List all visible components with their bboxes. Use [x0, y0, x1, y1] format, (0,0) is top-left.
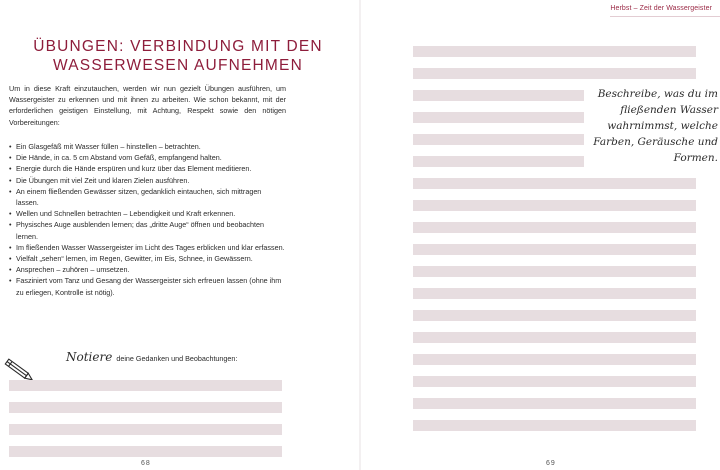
bullet-icon: •	[9, 142, 12, 151]
writing-line[interactable]	[413, 398, 696, 409]
writing-line[interactable]	[413, 288, 696, 299]
writing-line[interactable]	[9, 446, 282, 457]
page-number-right: 69	[546, 460, 556, 467]
writing-line[interactable]	[9, 380, 282, 391]
writing-line[interactable]	[413, 332, 696, 343]
notes-prompt-text: deine Gedanken und Beobachtungen:	[116, 354, 238, 363]
writing-line[interactable]	[413, 68, 696, 79]
list-item: • Vielfalt „sehen“ lernen, im Regen, Gewitter, im Eis, Schnee, in Gewässern.	[9, 254, 253, 264]
notes-prompt	[66, 350, 237, 364]
list-item: • Die Hände, in ca. 5 cm Abstand vom Gefäß, empfangend halten.	[9, 153, 222, 163]
writing-line[interactable]	[413, 266, 696, 277]
list-item: • Die Übungen mit viel Zeit und klaren Zielen ausführen.	[9, 175, 190, 185]
bullet-icon: •	[9, 175, 12, 185]
bullet-icon: •	[9, 164, 12, 174]
list-item: • Ansprechen – zuhören – umsetzen.	[9, 265, 130, 275]
writing-line[interactable]	[413, 46, 696, 57]
bullet-icon: •	[9, 254, 12, 264]
writing-line[interactable]	[413, 354, 696, 365]
running-head-text: Herbst – Zeit der Wassergeister	[610, 5, 712, 12]
notes-prompt-script: Notiere	[66, 350, 113, 364]
page-title-line-1: ÜBUNGEN: VERBINDUNG MIT DEN	[33, 38, 323, 55]
bullet-icon: •	[9, 153, 12, 163]
running-head-rule	[610, 16, 720, 17]
list-item: • Energie durch die Hände erspüren und kurz über das Element meditieren.	[9, 164, 252, 174]
bullet-icon: •	[9, 242, 12, 252]
bullet-icon: •	[9, 276, 12, 286]
writing-line[interactable]	[413, 222, 696, 233]
page-title-line-2: WASSERWESEN AUFNEHMEN	[53, 57, 303, 74]
list-item: • Ein Glasgefäß mit Wasser füllen – hinstellen – betrachten.	[9, 142, 201, 151]
bullet-icon: •	[9, 265, 12, 275]
writing-line[interactable]	[413, 244, 696, 255]
running-head	[610, 5, 712, 12]
writing-line[interactable]	[413, 310, 696, 321]
page-number-left: 68	[141, 460, 151, 467]
writing-line[interactable]	[9, 424, 282, 435]
list-item: • Wellen und Schnellen betrachten – Lebendigkeit und Kraft erkennen.	[9, 209, 236, 219]
list-item: • Fasziniert vom Tanz und Gesang der Wassergeister sich erfreuen lassen (ohne ihm zu erliegen, Kontrolle ist nötig).	[9, 276, 282, 297]
journal-prompt: Beschreibe, was du im fließenden Wasser wahrnimmst, welche Farben, Geräusche und Formen.	[584, 84, 720, 168]
writing-line[interactable]	[413, 420, 696, 431]
exercise-list	[9, 141, 286, 298]
writing-line[interactable]	[413, 200, 696, 211]
list-item: • Physisches Auge ausblenden lernen; das „dritte Auge“ öffnen und beobachten lernen.	[9, 220, 265, 241]
bullet-icon: •	[9, 186, 12, 196]
bullet-icon: •	[9, 220, 12, 230]
writing-line[interactable]	[413, 178, 696, 189]
intro-paragraph: Um in diese Kraft einzutauchen, werden wir nun gezielt Übungen ausführen, um Wassergeister zu erkennen und mit ihnen zu arbeiten. Wie schon bekannt, mit der erforderlichen geistigen Einstellung, mit Achtung, Respekt sowie den nötigen Vorbereitungen:	[9, 84, 286, 127]
notes-lines	[9, 380, 282, 468]
writing-line[interactable]	[413, 376, 696, 387]
writing-line[interactable]	[9, 402, 282, 413]
list-item: • Im fließenden Wasser Wassergeister im Licht des Tages erblicken und klar erfassen.	[9, 242, 285, 252]
list-item: • An einem fließenden Gewässer sitzen, gedanklich eintauchen, sich mittragen lassen.	[9, 186, 262, 208]
bullet-icon: •	[9, 209, 12, 219]
